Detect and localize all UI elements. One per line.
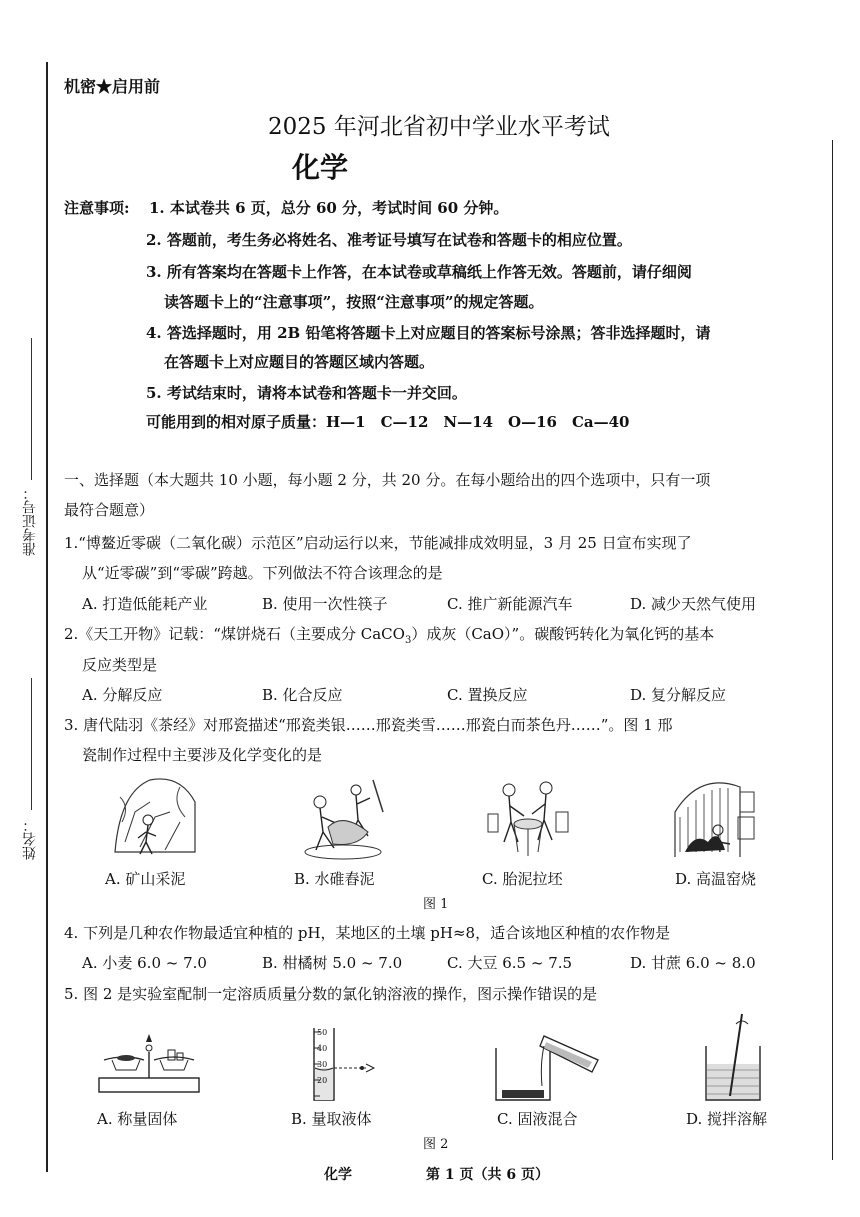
exam-title: 2025 年河北省初中学业水平考试	[268, 114, 610, 140]
note-4b: 在答题卡上对应题目的答题区域内答题。	[164, 353, 435, 371]
figure1-caption: 图 1	[423, 897, 449, 912]
figure2-beaker-stirring	[700, 1010, 770, 1104]
left-margin-rule	[46, 62, 48, 1172]
footer-page: 第 1 页（共 6 页）	[426, 1167, 549, 1183]
q4-option-d: D. 甘蔗 6.0 ~ 8.0	[630, 954, 756, 972]
q3-option-a: A. 矿山采泥	[105, 870, 186, 888]
figure1-pounding-illustration	[298, 772, 388, 862]
q2-option-c: C. 置换反应	[447, 686, 528, 704]
figure1-kiln-illustration	[670, 772, 765, 862]
right-margin-rule	[832, 140, 833, 1160]
footer-subject: 化学	[324, 1167, 352, 1183]
figure2-beaker-pouring	[488, 1024, 608, 1104]
section1-heading-a: 一、选择题（本大题共 10 小题，每小题 2 分，共 20 分。在每小题给出的四个选项中，只有一项	[64, 471, 711, 489]
q5-option-d: D. 搅拌溶解	[686, 1110, 768, 1128]
q2-option-a: A. 分解反应	[82, 686, 163, 704]
note-4a: 4. 答选择题时，用 2B 铅笔将答题卡上对应题目的答案标号涂黑；答非选择题时，请	[146, 324, 711, 342]
q5-option-b: B. 量取液体	[291, 1110, 372, 1128]
exam-id-underline	[31, 338, 32, 480]
cylinder-tick-40: 40	[317, 1044, 328, 1053]
figure2-graduated-cylinder	[300, 1026, 380, 1104]
q2-stem-b: 反应类型是	[82, 656, 158, 674]
subject-title: 化学	[292, 151, 349, 184]
q1-option-a: A. 打造低能耗产业	[82, 595, 208, 613]
q3-stem-b: 瓷制作过程中主要涉及化学变化的是	[82, 746, 323, 764]
note-5: 5. 考试结束时，请将本试卷和答题卡一并交回。	[146, 384, 467, 402]
name-underline	[31, 678, 32, 810]
section1-heading-b: 最符合题意）	[64, 501, 155, 519]
cylinder-tick-20: 20	[317, 1076, 328, 1085]
secret-label: 机密★启用前	[64, 77, 161, 96]
q4-option-a: A. 小麦 6.0 ~ 7.0	[82, 954, 207, 972]
q5-option-c: C. 固液混合	[497, 1110, 578, 1128]
q4-option-c: C. 大豆 6.5 ~ 7.5	[447, 954, 573, 972]
q3-stem-a: 3. 唐代陆羽《茶经》对邢瓷描述“邢瓷类银……邢瓷类雪……邢瓷白而茶色丹……”。图 1 邢	[64, 716, 673, 734]
atomic-masses: 可能用到的相对原子质量：H—1 C—12 N—14 O—16 Ca—40	[146, 413, 630, 431]
figure1-mining-illustration	[110, 772, 200, 860]
q1-option-b: B. 使用一次性筷子	[262, 595, 388, 613]
note-3a: 3. 所有答案均在答题卡上作答，在本试卷或草稿纸上作答无效。答题前，请仔细阅	[146, 263, 692, 281]
figure2-balance-illustration	[94, 1030, 204, 1100]
q1-stem-a: 1.“博鳌近零碳（二氧化碳）示范区”启动运行以来，节能减排成效明显，3 月 25 日宣布实现了	[64, 534, 692, 552]
q3-option-c: C. 胎泥拉坯	[482, 870, 563, 888]
note-1: 1. 本试卷共 6 页，总分 60 分，考试时间 60 分钟。	[149, 199, 509, 217]
q2-option-d: D. 复分解反应	[630, 686, 727, 704]
figure1-throwing-illustration	[484, 772, 574, 862]
q3-option-b: B. 水碓舂泥	[294, 870, 375, 888]
figure2-caption: 图 2	[423, 1137, 449, 1152]
q5-stem: 5. 图 2 是实验室配制一定溶质质量分数的氯化钠溶液的操作，图示操作错误的是	[64, 985, 598, 1003]
note-2: 2. 答题前，考生务必将姓名、准考证号填写在试卷和答题卡的相应位置。	[146, 231, 632, 249]
exam-id-label: 准考证号：	[22, 486, 38, 556]
q3-option-d: D. 高温窑烧	[675, 870, 757, 888]
q1-option-d: D. 减少天然气使用	[630, 595, 757, 613]
q4-option-b: B. 柑橘树 5.0 ~ 7.0	[262, 954, 403, 972]
q2-option-b: B. 化合反应	[262, 686, 343, 704]
cylinder-tick-50: 50	[317, 1028, 328, 1037]
note-3b: 读答题卡上的“注意事项”，按照“注意事项”的规定答题。	[164, 293, 544, 311]
q2-stem-a: 2.《天工开物》记载：“煤饼烧石（主要成分 CaCO$_3$）成灰（CaO）”。碳酸钙转化为氧化钙的基本	[64, 625, 715, 646]
cylinder-tick-30: 30	[317, 1060, 328, 1069]
q4-stem: 4. 下列是几种农作物最适宜种植的 pH，某地区的土壤 pH≈8，适合该地区种植的农作物是	[64, 924, 671, 942]
q1-option-c: C. 推广新能源汽车	[447, 595, 573, 613]
name-label: 姓名：	[22, 818, 38, 860]
q5-option-a: A. 称量固体	[97, 1110, 178, 1128]
q1-stem-b: 从“近零碳”到“零碳”跨越。下列做法不符合该理念的是	[82, 564, 443, 582]
notes-label: 注意事项:	[64, 199, 130, 217]
